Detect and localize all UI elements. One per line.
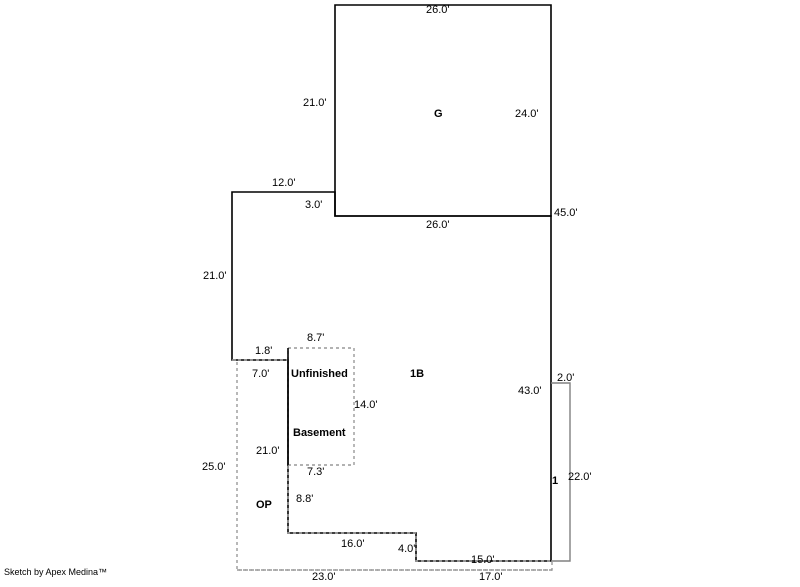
dimension-label: 21.0' <box>303 97 327 109</box>
dimension-label: 24.0' <box>515 108 539 120</box>
dimension-label: 7.0' <box>252 368 270 380</box>
room-label-1: 1 <box>552 475 559 487</box>
dimension-label: 23.0' <box>312 571 336 583</box>
dimension-label: 17.0' <box>479 571 503 583</box>
dimension-label: 2.0' <box>557 372 575 384</box>
dimension-label: 8.8' <box>296 493 314 505</box>
dimension-label: 21.0' <box>203 270 227 282</box>
dimension-label: 8.7' <box>307 332 325 344</box>
dimension-label: 7.3' <box>307 466 325 478</box>
dimension-label: 16.0' <box>341 538 365 550</box>
dimension-label: 1.8' <box>255 345 273 357</box>
dimension-label: 4.0' <box>398 543 416 555</box>
basement-outline <box>288 348 354 465</box>
room-label-op: OP <box>256 499 272 511</box>
dimension-label: 43.0' <box>518 385 542 397</box>
dimension-label: 15.0' <box>471 554 495 566</box>
open-porch-outline <box>232 360 552 570</box>
room-label-unfinished: Unfinished <box>291 368 348 380</box>
dimension-label: 3.0' <box>305 199 323 211</box>
dimension-label: 45.0' <box>554 207 578 219</box>
dimension-label: 26.0' <box>426 219 450 231</box>
dimension-label: 26.0' <box>426 4 450 16</box>
room-label-1b: 1B <box>410 368 425 380</box>
dimension-label: 25.0' <box>202 461 226 473</box>
room-label-basement: Basement <box>293 427 346 439</box>
dimension-label: 12.0' <box>272 177 296 189</box>
dimension-label: 22.0' <box>568 471 592 483</box>
sketch-credit: Sketch by Apex Medina™ <box>4 567 108 577</box>
main-structure-outline <box>232 192 551 561</box>
room-label-g: G <box>434 108 443 120</box>
dimension-label: 21.0' <box>256 445 280 457</box>
dimension-label: 14.0' <box>354 399 378 411</box>
